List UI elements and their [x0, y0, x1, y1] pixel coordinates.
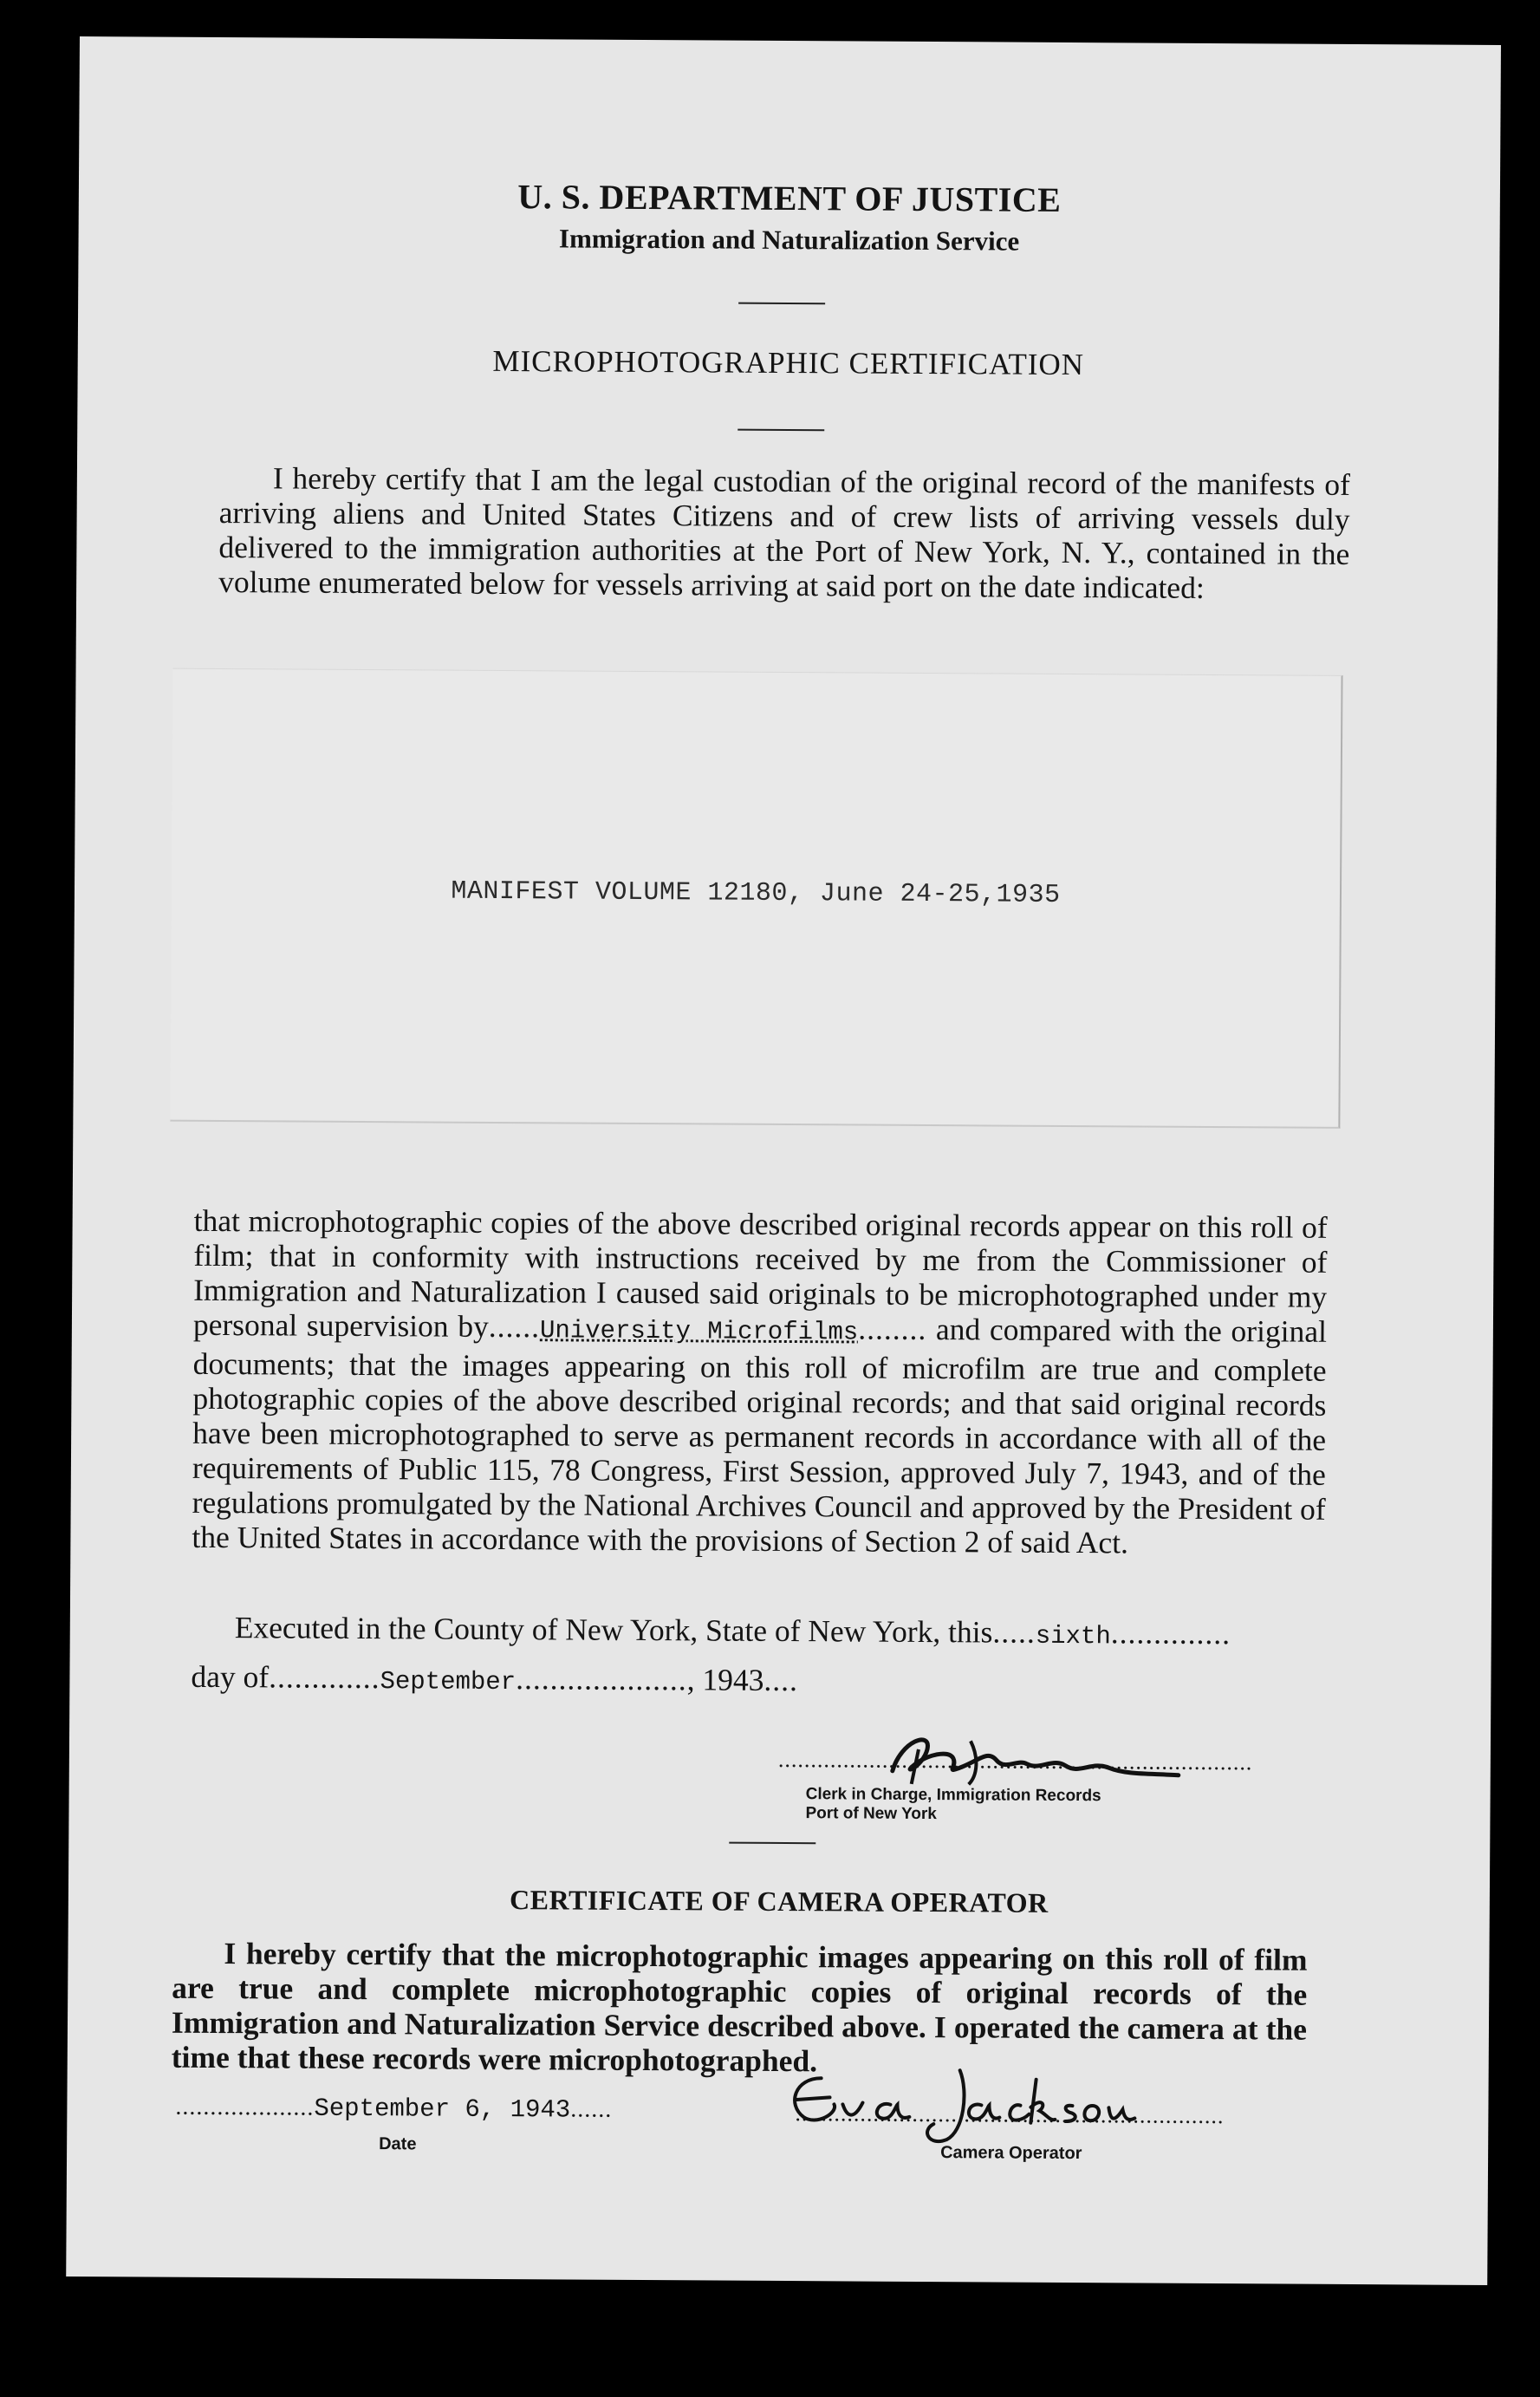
day-of-line: day of.............September...................., 1943....	[191, 1658, 799, 1698]
clerk-title: Clerk in Charge, Immigration Records	[805, 1785, 1101, 1806]
clerk-location: Port of New York	[805, 1804, 937, 1824]
camera-certificate-title: CERTIFICATE OF CAMERA OPERATOR	[509, 1884, 1049, 1918]
photographer-name: University Microfilms	[539, 1316, 859, 1347]
execution-month: September	[380, 1667, 517, 1697]
execution-prefix: Executed in the County of New York, State of New York, this	[234, 1610, 993, 1650]
camera-operator-label: Camera Operator	[940, 2143, 1082, 2164]
manifest-volume-text: MANIFEST VOLUME 12180, June 24-25,1935	[451, 876, 1061, 910]
body-part1: that microphotographic copies of the above described original records appear on this roll of film; that in conformity with instructions received by me from the Commissioner of Immigration and Naturalization I caused said originals to be microphotographed under my personal supervision by	[192, 1202, 1328, 1344]
divider-bottom	[729, 1842, 815, 1845]
service-subtitle: Immigration and Naturalization Service	[558, 223, 1020, 257]
clerk-signature-line: .........................................................................	[777, 1746, 1253, 1775]
camera-date-line: ....................September 6, 1943......	[175, 2093, 613, 2125]
camera-date-value: September 6, 1943	[314, 2094, 571, 2125]
camera-date-label: Date	[379, 2134, 417, 2154]
execution-line: Executed in the County of New York, State of New York, this.....sixth..............	[234, 1610, 1231, 1651]
day-of-label: day of	[191, 1658, 270, 1695]
certificate-page	[66, 36, 1501, 2285]
execution-day: sixth	[1035, 1621, 1111, 1651]
execution-year: 1943	[702, 1662, 764, 1697]
intro-paragraph: I hereby certify that I am the legal custodian of the original record of the manifests of arriving aliens and United States Citizens and of crew lists of arriving vessels duly delivered to the immigration authorities at the Port of New York, N. Y., contained in the volume enumerated below for vessels arriving at said port on the date indicated:	[218, 460, 1350, 605]
certification-title: MICROPHOTOGRAPHIC CERTIFICATION	[492, 343, 1085, 382]
body-part2: and compared with the original documents; that the images appearing on this roll of microfilm are true and complete photographic copies of the above described original records; and that said original records have been microphotographed to serve as permanent records in accordance with all of the requirements of Public 115, 78 Congress, First Session, approved July 7, 1943, and of the regulations promulgated by the National Archives Council and approved by the President of the United States in accordance with the provisions of Section 2 of said Act.	[192, 1312, 1328, 1560]
record-volume-box	[170, 668, 1342, 1129]
camera-operator-signature-line: ..................................................................	[795, 2101, 1225, 2129]
camera-paragraph: I hereby certify that the microphotographic images appearing on this roll of film are true and complete microphotographic copies of original records of the Immigration and Naturalization Service described above. I operated the camera at the time that these records were microphotographed.	[171, 1936, 1308, 2079]
divider-top	[738, 303, 825, 305]
divider-middle	[738, 429, 824, 432]
department-title: U. S. DEPARTMENT OF JUSTICE	[517, 177, 1062, 219]
body-paragraph: that microphotographic copies of the above described original records appear on this roll of film; that in conformity with instructions received by me from the Commissioner of Immigration and Naturalization I caused said originals to be microphotographed under my personal supervision by......University Microfilms........ and compared with the original documents; that the images appearing on this roll of microfilm are true and complete photographic copies of the above described original records; and that said original records have been microphotographed to serve as permanent records in accordance with all of the requirements of Public 115, 78 Congress, First Session, approved July 7, 1943, and of the regulations promulgated by the National Archives Council and approved by the President of the United States in accordance with the provisions of Section 2 of said Act.	[192, 1202, 1328, 1560]
